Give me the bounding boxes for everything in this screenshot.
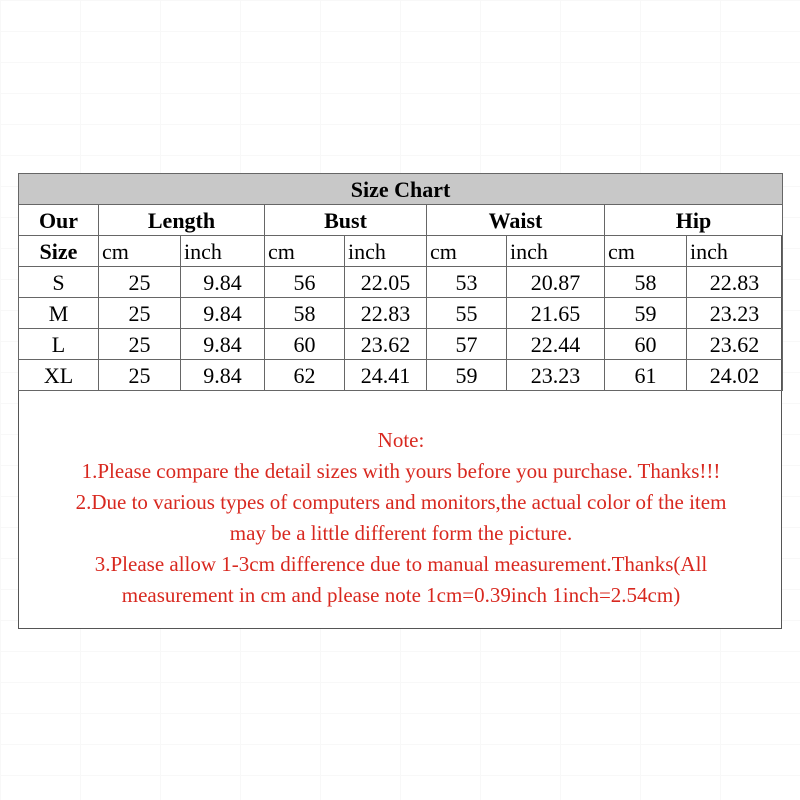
value-cell: 9.84: [181, 360, 265, 391]
title-row: [19, 174, 783, 205]
table-row: [19, 360, 783, 391]
size-header-bottom: Size: [19, 236, 99, 267]
header-waist: Waist: [427, 205, 605, 236]
value-cell: 59: [427, 360, 507, 391]
value-cell: 25: [99, 267, 181, 298]
size-chart-table: [18, 173, 783, 391]
unit-header-row: [19, 236, 783, 267]
chart-title: Size Chart: [19, 174, 783, 205]
unit-cell: inch: [181, 236, 265, 267]
unit-cell: inch: [687, 236, 783, 267]
value-cell: 23.62: [345, 329, 427, 360]
header-length: Length: [99, 205, 265, 236]
note-line: 2.Due to various types of computers and monitors,the actual color of the item: [75, 490, 727, 514]
unit-cell: inch: [507, 236, 605, 267]
value-cell: 56: [265, 267, 345, 298]
value-cell: 9.84: [181, 267, 265, 298]
size-chart-sheet: [18, 173, 782, 629]
value-cell: 62: [265, 360, 345, 391]
size-header-top: Our: [19, 205, 99, 236]
unit-cell: cm: [265, 236, 345, 267]
unit-cell: cm: [427, 236, 507, 267]
value-cell: 55: [427, 298, 507, 329]
unit-cell: cm: [605, 236, 687, 267]
size-cell: L: [19, 329, 99, 360]
value-cell: 59: [605, 298, 687, 329]
value-cell: 58: [605, 267, 687, 298]
header-bust: Bust: [265, 205, 427, 236]
value-cell: 58: [265, 298, 345, 329]
value-cell: 20.87: [507, 267, 605, 298]
value-cell: 23.23: [687, 298, 783, 329]
value-cell: 9.84: [181, 298, 265, 329]
value-cell: 23.62: [687, 329, 783, 360]
note-line: 1.Please compare the detail sizes with yours before you purchase. Thanks!!!: [81, 459, 721, 483]
table-row: [19, 267, 783, 298]
value-cell: 60: [265, 329, 345, 360]
value-cell: 61: [605, 360, 687, 391]
unit-cell: cm: [99, 236, 181, 267]
value-cell: 22.44: [507, 329, 605, 360]
value-cell: 25: [99, 298, 181, 329]
value-cell: 22.83: [687, 267, 783, 298]
group-header-row: [19, 205, 783, 236]
note-block: [19, 425, 783, 611]
header-hip: Hip: [605, 205, 783, 236]
value-cell: 53: [427, 267, 507, 298]
value-cell: 9.84: [181, 329, 265, 360]
value-cell: 22.83: [345, 298, 427, 329]
table-row: [19, 298, 783, 329]
note-line: may be a little different form the picture.: [229, 521, 573, 545]
value-cell: 22.05: [345, 267, 427, 298]
value-cell: 24.02: [687, 360, 783, 391]
table-row: [19, 329, 783, 360]
value-cell: 21.65: [507, 298, 605, 329]
value-cell: 24.41: [345, 360, 427, 391]
unit-cell: inch: [345, 236, 427, 267]
size-cell: M: [19, 298, 99, 329]
note-line: measurement in cm and please note 1cm=0.39inch 1inch=2.54cm): [121, 583, 681, 607]
value-cell: 25: [99, 360, 181, 391]
value-cell: 60: [605, 329, 687, 360]
size-cell: S: [19, 267, 99, 298]
value-cell: 57: [427, 329, 507, 360]
value-cell: 23.23: [507, 360, 605, 391]
note-heading: Note:: [377, 428, 425, 452]
note-line: 3.Please allow 1-3cm difference due to manual measurement.Thanks(All: [94, 552, 708, 576]
size-cell: XL: [19, 360, 99, 391]
value-cell: 25: [99, 329, 181, 360]
